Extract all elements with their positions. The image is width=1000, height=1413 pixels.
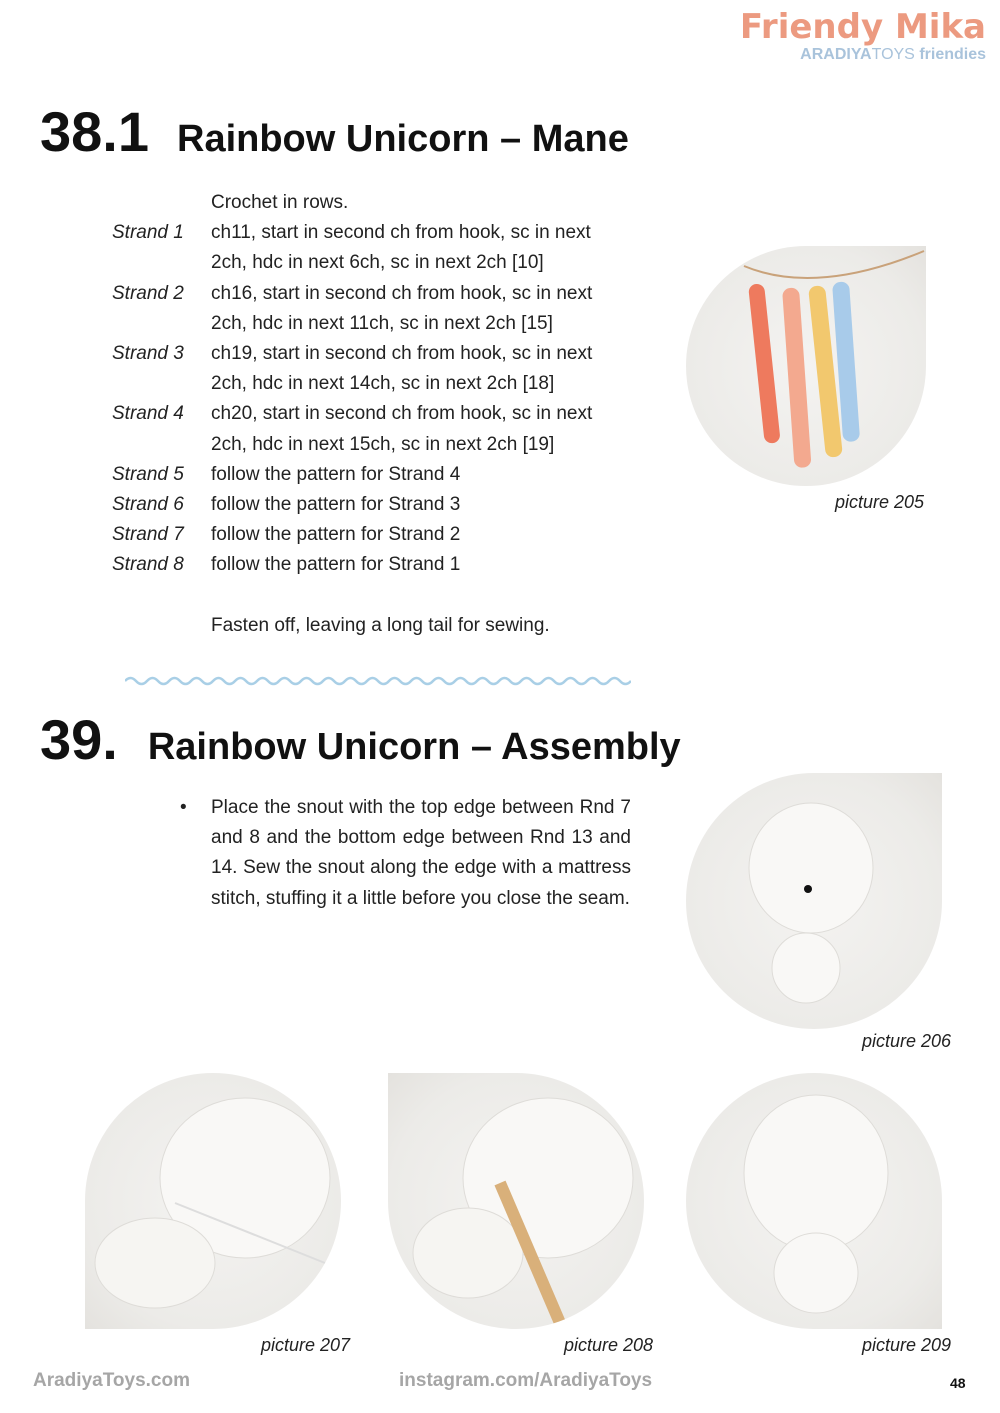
strand-row — [112, 490, 592, 520]
section-heading-38-1 — [40, 100, 629, 171]
strand-text: follow the pattern for Strand 3 — [211, 494, 461, 516]
caption-picture-205: picture 205 — [835, 492, 925, 512]
section-heading-39 — [40, 708, 681, 779]
strand-text: follow the pattern for Strand 4 — [211, 463, 461, 485]
strand-text: 2ch, hdc in next 6ch, sc in next 2ch [10] — [211, 252, 544, 274]
sewing-snout-photo — [85, 1073, 341, 1329]
strand-text: follow the pattern for Strand 1 — [211, 554, 461, 576]
strand-text: ch16, start in second ch from hook, sc in next — [211, 282, 593, 304]
strand-row — [112, 399, 592, 459]
wave-divider — [125, 673, 631, 689]
brand-subtitle — [740, 46, 986, 64]
assembly-bullet: • Place the snout with the top edge between Rnd 7 and 8 and the bottom edge between Rnd 13 and 14. Sew the snout along the edge with a mattress stitch, stuffing it a little before you close the seam. — [180, 793, 631, 914]
strand-text: ch11, start in second ch from hook, sc in next — [211, 222, 591, 244]
strand-text: 2ch, hdc in next 15ch, sc in next 2ch [19] — [211, 433, 555, 455]
brand-sub-b: TOYS — [871, 46, 915, 63]
stuffing-illustration — [388, 1073, 644, 1329]
section-number: 38.1 — [40, 100, 149, 163]
strand-label: Strand 7 — [112, 524, 184, 546]
section-number: 39. — [40, 708, 118, 771]
outro-text: Fasten off, leaving a long tail for sewing. — [211, 614, 550, 636]
caption-picture-207: picture 207 — [261, 1335, 351, 1355]
brand-sub-a: ARADIYA — [800, 46, 872, 63]
strand-row — [112, 460, 592, 490]
intro-text: Crochet in rows. — [211, 192, 349, 213]
strand-label: Strand 3 — [112, 343, 184, 365]
strand-label: Strand 6 — [112, 494, 184, 516]
strand-label: Strand 1 — [112, 222, 184, 244]
mane-strands-photo — [686, 246, 926, 486]
strand-row — [112, 550, 592, 580]
strand-row — [112, 218, 592, 278]
footer-website-link[interactable]: AradiyaToys.com — [33, 1370, 190, 1391]
unicorn-head-photo — [686, 773, 942, 1029]
strand-text: ch20, start in second ch from hook, sc in next — [211, 403, 593, 425]
section-title: Rainbow Unicorn – Assembly — [147, 726, 681, 768]
strand-text: 2ch, hdc in next 14ch, sc in next 2ch [18] — [211, 373, 555, 395]
strand-label: Strand 2 — [112, 282, 184, 304]
mane-instructions — [112, 188, 592, 641]
section-title: Rainbow Unicorn – Mane — [177, 118, 629, 160]
rainbow-strands-illustration — [686, 246, 926, 486]
strand-label: Strand 5 — [112, 463, 184, 485]
caption-picture-206: picture 206 — [862, 1031, 952, 1051]
brand-logo — [740, 8, 986, 64]
sewing-illustration — [85, 1073, 341, 1329]
strand-text: 2ch, hdc in next 11ch, sc in next 2ch [15] — [211, 312, 553, 334]
stuffing-photo — [388, 1073, 644, 1329]
strand-row — [112, 520, 592, 550]
head-illustration — [686, 773, 942, 1029]
strand-text: follow the pattern for Strand 2 — [211, 524, 461, 546]
assembled-illustration — [686, 1073, 942, 1329]
strand-row — [112, 279, 592, 339]
caption-picture-208: picture 208 — [564, 1335, 654, 1355]
strand-label: Strand 8 — [112, 554, 184, 576]
brand-sub-c: friendies — [919, 46, 986, 63]
strand-label: Strand 4 — [112, 403, 184, 425]
strand-row — [112, 339, 592, 399]
strand-text: ch19, start in second ch from hook, sc in next — [211, 343, 593, 365]
brand-title: Friendy Mika — [739, 7, 986, 47]
bullet-text: Place the snout with the top edge between Rnd 7 and 8 and the bottom edge between Rnd 13 and 14. Sew the snout along the edge with a mattress stitch, stuffing it a little before you close the seam. — [211, 797, 631, 909]
caption-picture-209: picture 209 — [862, 1335, 952, 1355]
footer-instagram-link[interactable]: instagram.com/AradiyaToys — [399, 1370, 653, 1391]
page-number: 48 — [950, 1375, 966, 1391]
assembled-head-photo — [686, 1073, 942, 1329]
